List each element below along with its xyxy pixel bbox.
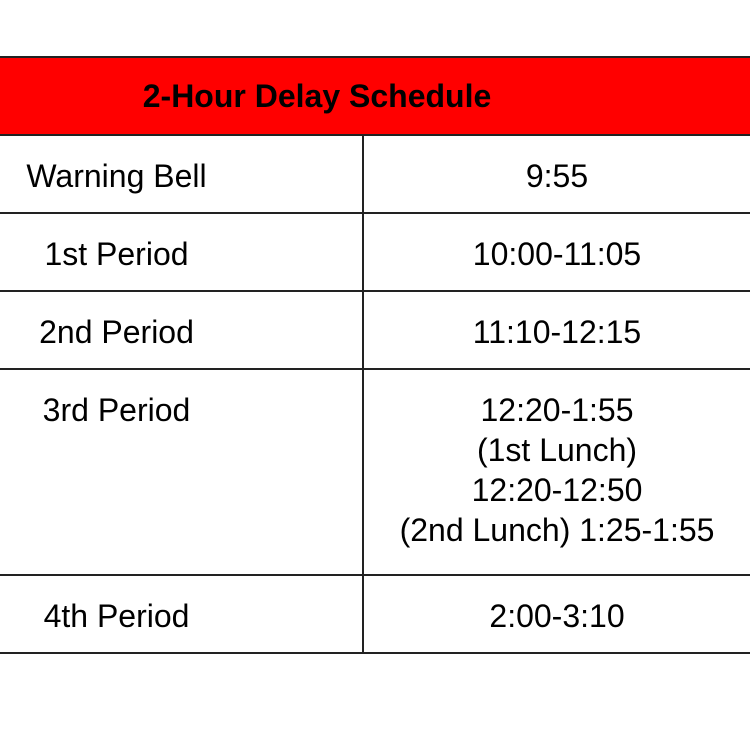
period-time: 2:00-3:10 — [363, 575, 750, 653]
time-line: 12:20-1:55 — [480, 392, 634, 428]
schedule-title: 2-Hour Delay Schedule — [0, 57, 750, 135]
period-label: 1st Period — [0, 213, 363, 291]
period-label: 2nd Period — [0, 291, 363, 369]
period-time: 10:00-11:05 — [363, 213, 750, 291]
period-time: 9:55 — [363, 135, 750, 213]
table-row — [0, 369, 750, 575]
table-row — [0, 291, 750, 369]
period-time — [363, 369, 750, 575]
table-row — [0, 135, 750, 213]
time-line: (1st Lunch) — [476, 432, 638, 468]
time-line: (2nd Lunch) 1:25-1:55 — [399, 512, 715, 548]
table-row — [0, 213, 750, 291]
time-line: 12:20-12:50 — [471, 472, 643, 508]
table-row — [0, 575, 750, 653]
period-label: 4th Period — [0, 575, 363, 653]
schedule-table — [0, 56, 750, 654]
period-label: Warning Bell — [0, 135, 363, 213]
header-row — [0, 57, 750, 135]
period-label: 3rd Period — [0, 369, 363, 575]
period-time: 11:10-12:15 — [363, 291, 750, 369]
